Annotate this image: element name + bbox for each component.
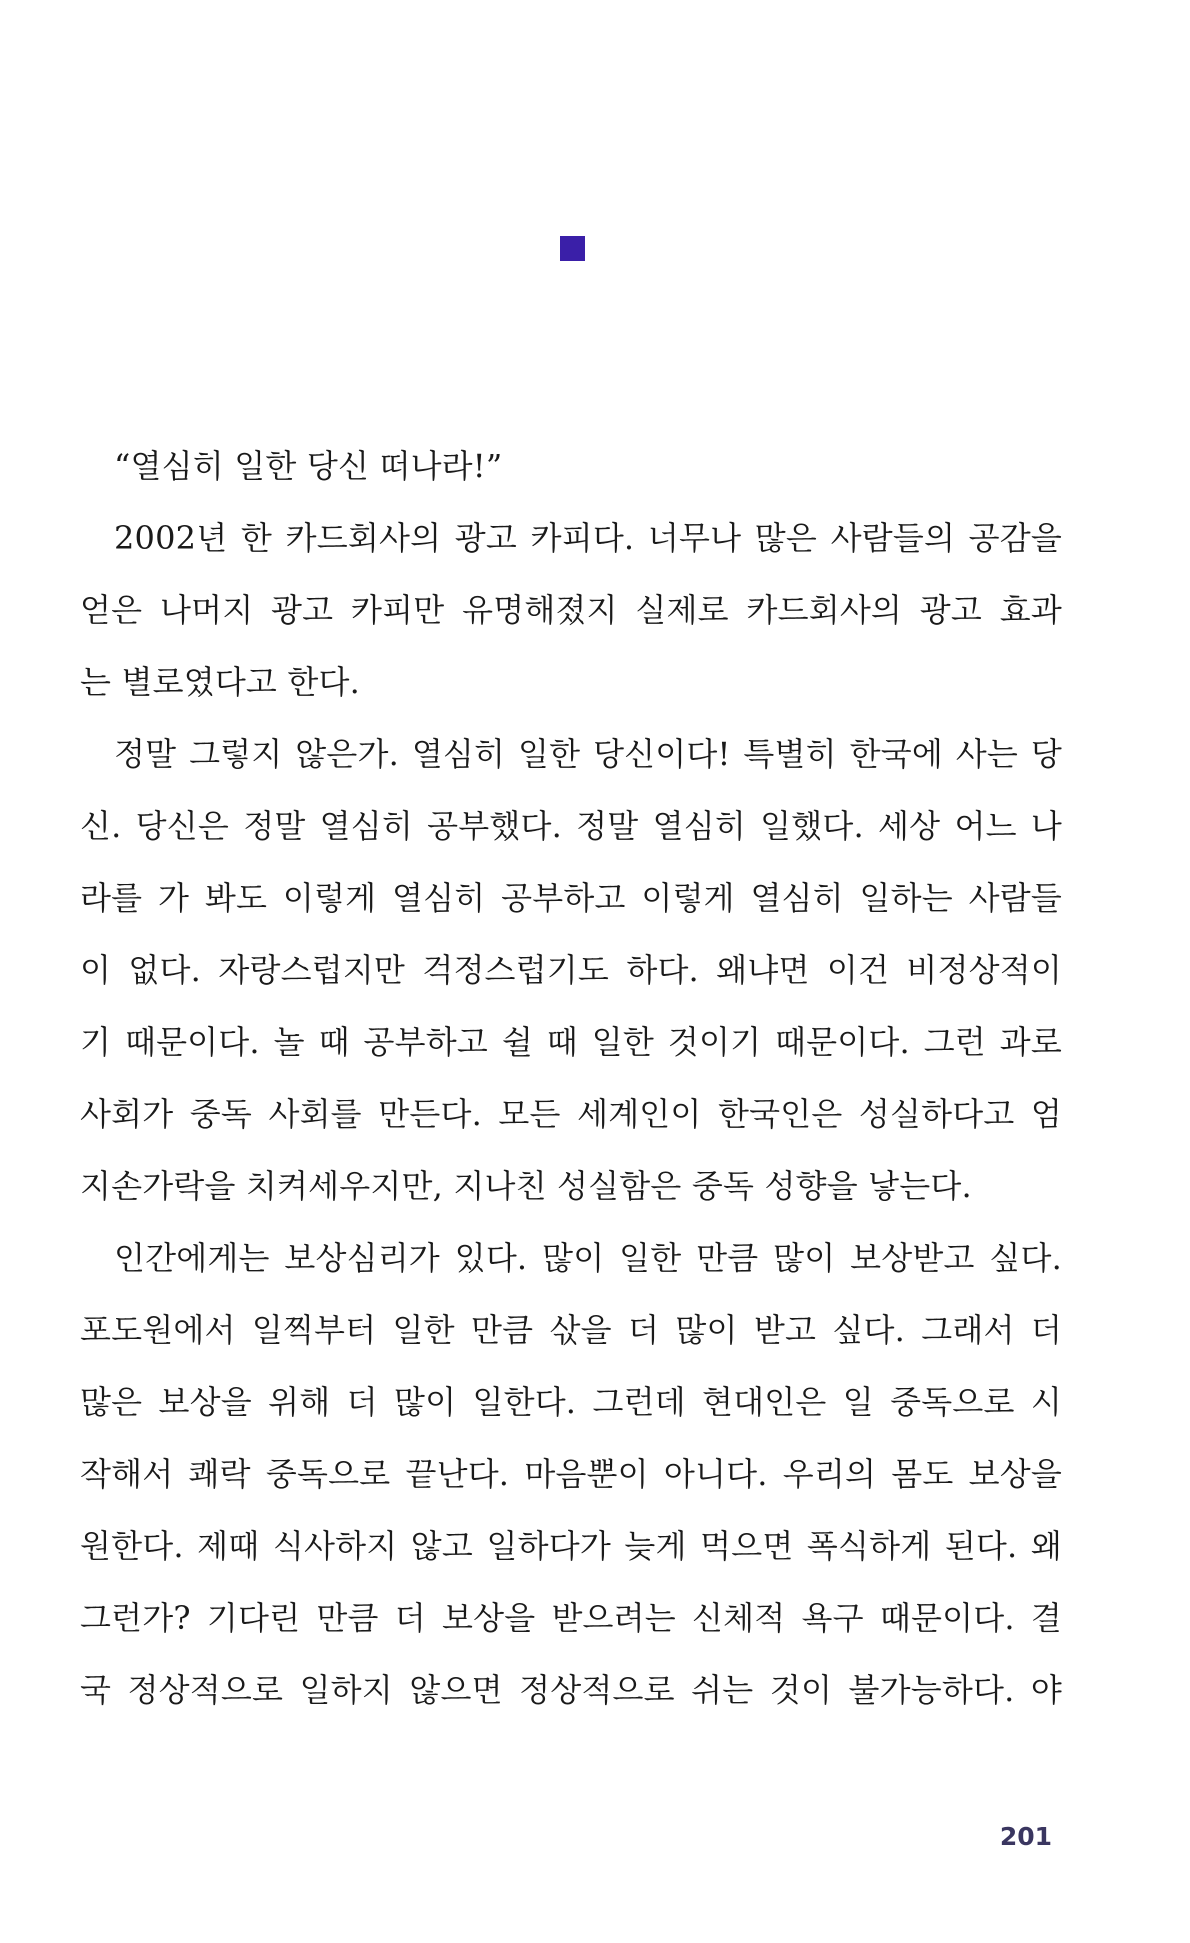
text-line: 지손가락을 치켜세우지만, 지나친 성실함은 중독 성향을 낳는다. [80, 1167, 972, 1205]
paragraph-quote [80, 430, 1062, 502]
text-line: 원한다. 제때 식사하지 않고 일하다가 늦게 먹으면 폭식하게 된다. 왜 [80, 1527, 1062, 1565]
text-line: 이 없다. 자랑스럽지만 걱정스럽기도 하다. 왜냐면 이건 비정상적이 [80, 951, 1062, 989]
section-marker [560, 236, 585, 261]
text-line: 그런가? 기다린 만큼 더 보상을 받으려는 신체적 욕구 때문이다. 결 [80, 1599, 1062, 1637]
paragraph [80, 718, 1062, 1222]
page-number: 201 [999, 1822, 1052, 1851]
text-line: 국 정상적으로 일하지 않으면 정상적으로 쉬는 것이 불가능하다. 야 [80, 1671, 1062, 1709]
text-line: 얻은 나머지 광고 카피만 유명해졌지 실제로 카드회사의 광고 효과 [80, 591, 1062, 629]
text-line: 사회가 중독 사회를 만든다. 모든 세계인이 한국인은 성실하다고 엄 [80, 1095, 1062, 1133]
text-line: 신. 당신은 정말 열심히 공부했다. 정말 열심히 일했다. 세상 어느 나 [80, 807, 1062, 845]
text-line: 작해서 쾌락 중독으로 끝난다. 마음뿐이 아니다. 우리의 몸도 보상을 [80, 1455, 1062, 1493]
text-line: 2002년 한 카드회사의 광고 카피다. 너무나 많은 사람들의 공감을 [114, 519, 1062, 557]
text-line: 는 별로였다고 한다. [80, 663, 361, 701]
body-text [80, 430, 1062, 1726]
text-line: 많은 보상을 위해 더 많이 일한다. 그런데 현대인은 일 중독으로 시 [80, 1383, 1062, 1421]
text-line: 포도원에서 일찍부터 일한 만큼 삯을 더 많이 받고 싶다. 그래서 더 [80, 1311, 1062, 1349]
text-line: 인간에게는 보상심리가 있다. 많이 일한 만큼 많이 보상받고 싶다. [114, 1239, 1062, 1277]
text-line: “열심히 일한 당신 떠나라!” [114, 447, 503, 485]
text-line: 정말 그렇지 않은가. 열심히 일한 당신이다! 특별히 한국에 사는 당 [114, 735, 1062, 773]
text-line: 기 때문이다. 놀 때 공부하고 쉴 때 일한 것이기 때문이다. 그런 과로 [80, 1023, 1062, 1061]
paragraph [80, 1222, 1062, 1726]
text-line: 라를 가 봐도 이렇게 열심히 공부하고 이렇게 열심히 일하는 사람들 [80, 879, 1062, 917]
paragraph [80, 502, 1062, 718]
